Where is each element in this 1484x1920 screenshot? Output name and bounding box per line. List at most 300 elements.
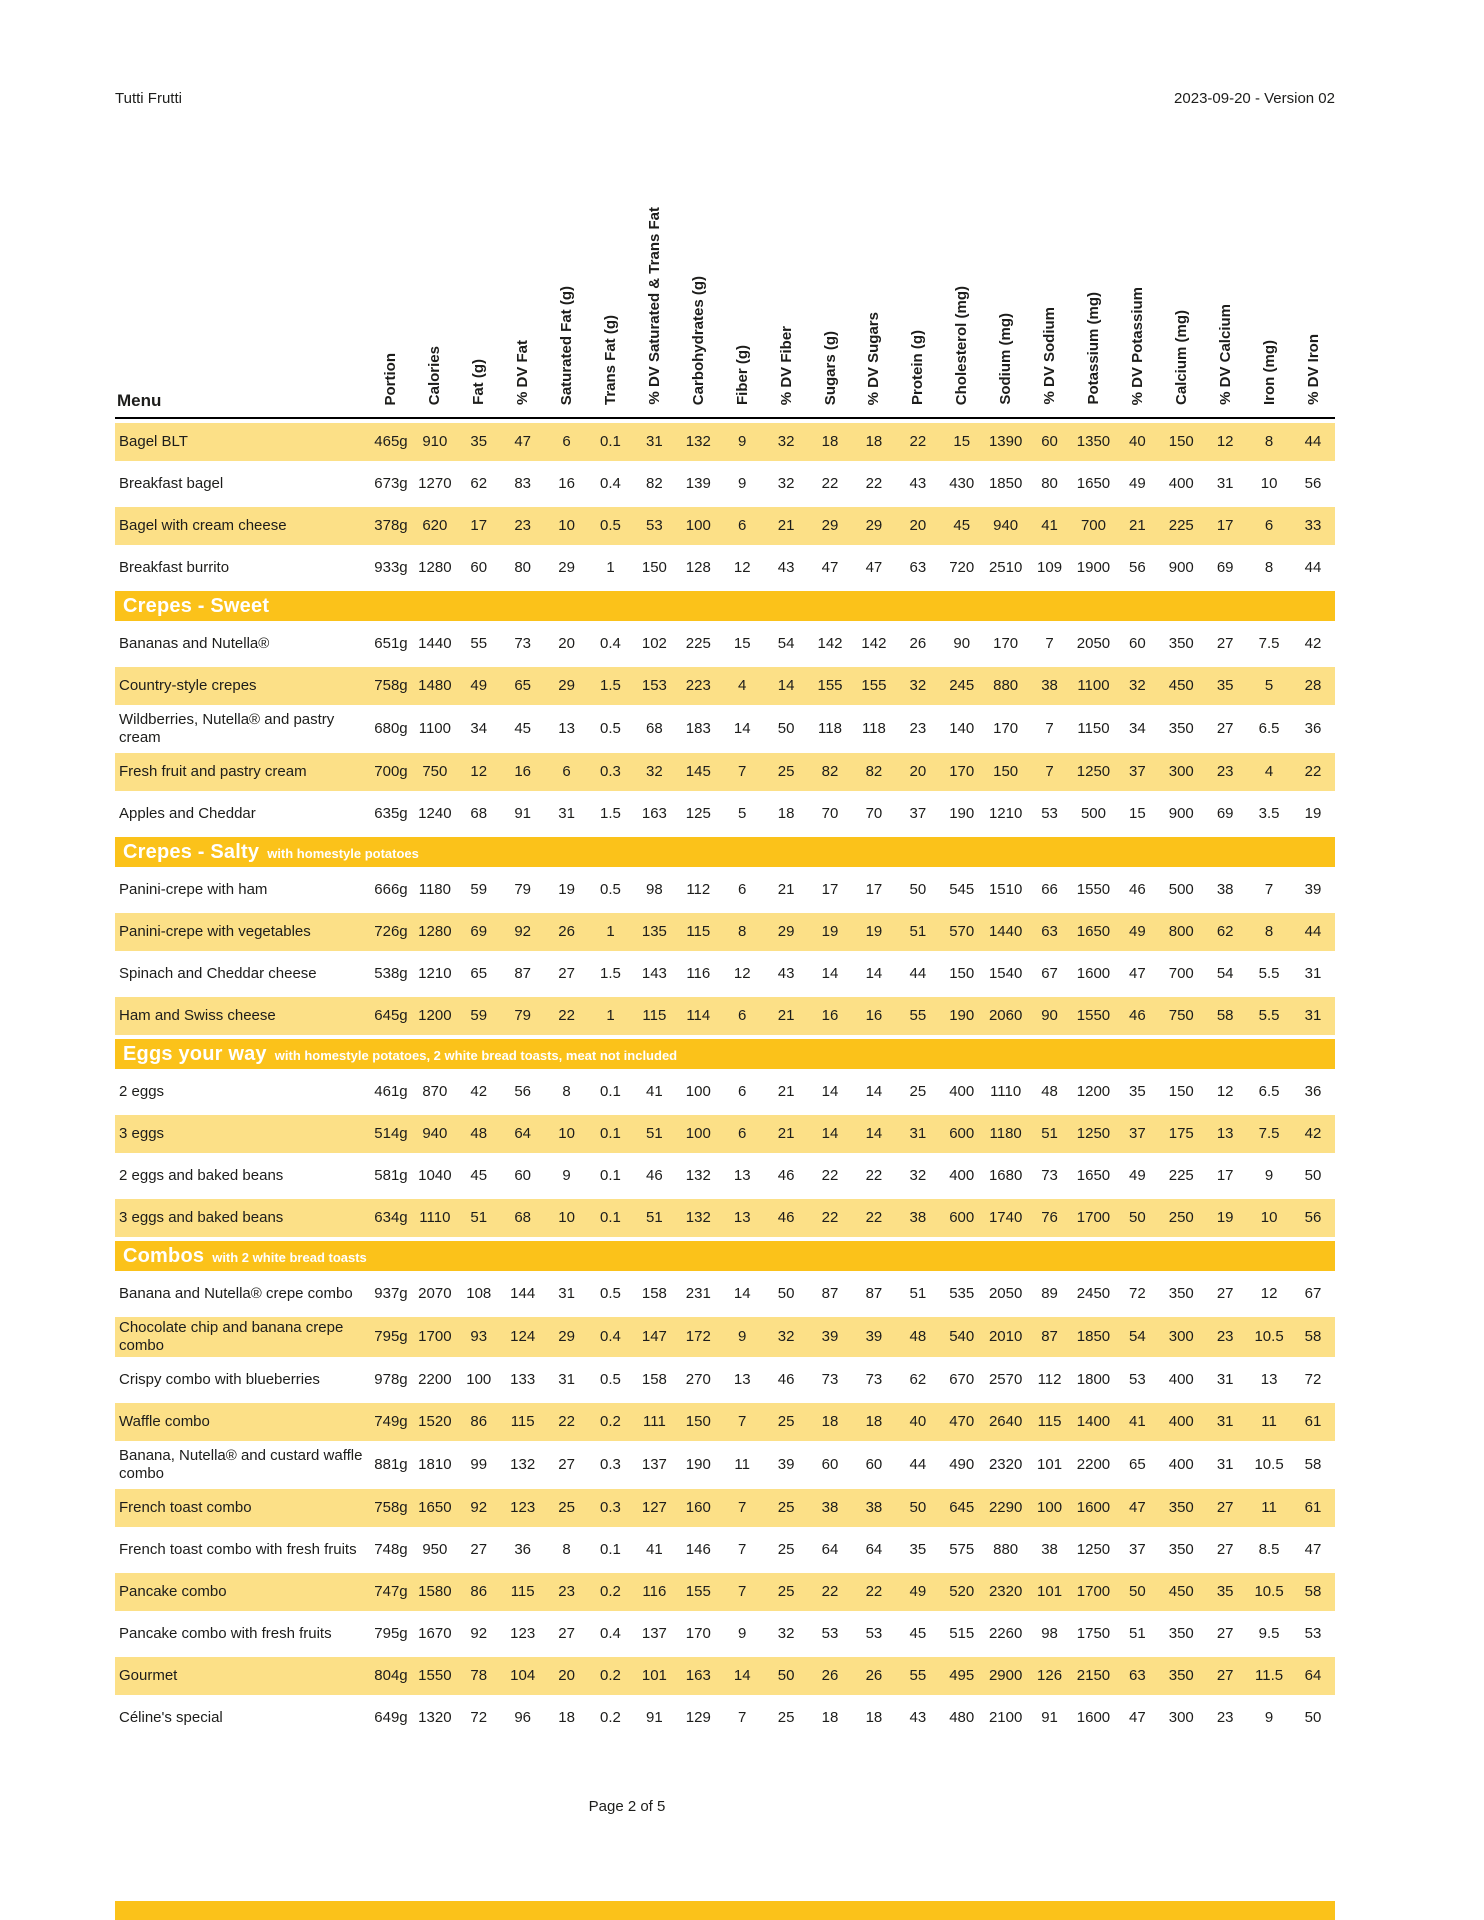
nutrition-value: 47 <box>501 423 545 461</box>
nutrition-value: 17 <box>865 881 883 898</box>
nutrition-value: 31 <box>1291 997 1335 1035</box>
nutrition-value: 5 <box>1247 667 1291 705</box>
nutrition-value: 18 <box>852 423 896 461</box>
nutrition-value: 31 <box>1203 1403 1247 1441</box>
nutrition-value: 978g <box>374 1371 408 1388</box>
nutrition-value: 80 <box>1041 475 1058 492</box>
nutrition-value: 45 <box>470 1167 488 1184</box>
section-header-cell <box>115 1039 1335 1069</box>
nutrition-value: 38 <box>1028 667 1072 705</box>
menu-item-name: Céline's special <box>119 1709 223 1726</box>
column-header-label: Sodium (mg) <box>997 313 1015 405</box>
nutrition-value: 51 <box>1129 1625 1146 1642</box>
nutrition-value: 143 <box>641 965 667 982</box>
nutrition-value: 600 <box>940 1199 984 1237</box>
nutrition-value: 150 <box>1159 423 1203 461</box>
nutrition-value: 1700 <box>413 1317 457 1357</box>
column-header <box>764 144 808 419</box>
nutrition-value: 51 <box>896 913 940 951</box>
nutrition-value: 61 <box>1291 1403 1335 1441</box>
nutrition-value: 350 <box>1168 720 1194 737</box>
nutrition-value: 2050 <box>988 1285 1023 1302</box>
nutrition-value: 58 <box>1291 1573 1335 1611</box>
nutrition-value: 6.5 <box>1258 1083 1280 1100</box>
table-row <box>115 549 1335 587</box>
nutrition-value: 39 <box>852 1317 896 1357</box>
nutrition-value: 1320 <box>418 1709 452 1726</box>
nutrition-value: 23 <box>909 720 927 737</box>
nutrition-value: 6 <box>1247 507 1291 545</box>
nutrition-value: 1270 <box>418 475 452 492</box>
nutrition-value: 144 <box>510 1285 536 1302</box>
nutrition-value: 0.3 <box>589 1489 633 1527</box>
nutrition-value: 49 <box>1115 913 1159 951</box>
nutrition-value: 65 <box>470 965 488 982</box>
nutrition-value: 45 <box>909 1625 927 1642</box>
nutrition-value: 10 <box>545 1199 589 1237</box>
nutrition-value: 4 <box>1247 753 1291 791</box>
table-row <box>115 753 1335 791</box>
nutrition-value: 63 <box>909 559 927 576</box>
nutrition-value: 50 <box>777 720 795 737</box>
nutrition-value: 490 <box>949 1456 975 1473</box>
nutrition-value: 0.1 <box>600 1541 621 1558</box>
nutrition-value: 1.5 <box>589 667 633 705</box>
nutrition-value: 1040 <box>418 1167 452 1184</box>
nutrition-value: 40 <box>896 1403 940 1441</box>
nutrition-value: 37 <box>1115 1115 1159 1153</box>
nutrition-value: 1480 <box>413 667 457 705</box>
nutrition-value: 47 <box>1304 1541 1322 1558</box>
menu-item-name: 2 eggs <box>119 1083 165 1100</box>
nutrition-value: 155 <box>676 1573 720 1611</box>
nutrition-value: 9 <box>720 423 764 461</box>
nutrition-value: 43 <box>777 559 795 576</box>
nutrition-value: 1520 <box>413 1403 457 1441</box>
nutrition-value: 68 <box>501 1199 545 1237</box>
nutrition-value: 17 <box>821 881 839 898</box>
column-header <box>632 144 676 419</box>
nutrition-value: 22 <box>808 1573 852 1611</box>
nutrition-value: 63 <box>1115 1657 1159 1695</box>
nutrition-value: 495 <box>940 1657 984 1695</box>
nutrition-value: 68 <box>470 805 488 822</box>
nutrition-value: 66 <box>1041 881 1058 898</box>
nutrition-value: 61 <box>1291 1489 1335 1527</box>
nutrition-value: 21 <box>777 1083 795 1100</box>
nutrition-value: 6.5 <box>1258 720 1280 737</box>
nutrition-value: 937g <box>374 1285 408 1302</box>
nutrition-value: 7 <box>738 1709 747 1726</box>
nutrition-value: 31 <box>1216 1456 1234 1473</box>
nutrition-value: 62 <box>909 1371 927 1388</box>
nutrition-value: 82 <box>808 753 852 791</box>
nutrition-value: 26 <box>852 1657 896 1695</box>
nutrition-value: 535 <box>949 1285 975 1302</box>
nutrition-value: 49 <box>457 667 501 705</box>
menu-item-name: Bagel with cream cheese <box>115 507 369 545</box>
column-header <box>720 144 764 419</box>
section-title: Combos <box>123 1245 205 1267</box>
nutrition-value: 750 <box>413 753 457 791</box>
nutrition-value: 350 <box>1159 1489 1203 1527</box>
nutrition-value: 58 <box>1304 1456 1322 1473</box>
nutrition-value: 50 <box>1304 1167 1322 1184</box>
nutrition-value: 70 <box>821 805 839 822</box>
nutrition-value: 7.5 <box>1247 1115 1291 1153</box>
nutrition-value: 350 <box>1168 635 1194 652</box>
nutrition-value: 2900 <box>984 1657 1028 1695</box>
nutrition-value: 0.5 <box>600 1371 621 1388</box>
nutrition-value: 26 <box>808 1657 852 1695</box>
nutrition-value: 114 <box>676 997 720 1035</box>
nutrition-value: 36 <box>1304 720 1322 737</box>
nutrition-value: 9 <box>1264 1167 1274 1184</box>
nutrition-value: 795g <box>374 1625 408 1642</box>
nutrition-value: 14 <box>764 667 808 705</box>
nutrition-value: 880 <box>993 1541 1019 1558</box>
nutrition-value: 155 <box>808 667 852 705</box>
nutrition-value: 92 <box>457 1489 501 1527</box>
nutrition-value: 115 <box>676 913 720 951</box>
nutrition-value: 89 <box>1041 1285 1058 1302</box>
nutrition-value: 1100 <box>1072 667 1116 705</box>
nutrition-value: 2260 <box>988 1625 1023 1642</box>
nutrition-value: 42 <box>1291 1115 1335 1153</box>
nutrition-value: 47 <box>1115 1489 1159 1527</box>
nutrition-value: 1180 <box>984 1115 1028 1153</box>
nutrition-value: 108 <box>466 1285 492 1302</box>
nutrition-value: 1740 <box>984 1199 1028 1237</box>
nutrition-value: 37 <box>909 805 927 822</box>
nutrition-value: 1400 <box>1072 1403 1116 1441</box>
nutrition-value: 150 <box>984 753 1028 791</box>
nutrition-value: 9 <box>738 475 747 492</box>
nutrition-value: 49 <box>1129 475 1146 492</box>
nutrition-value: 73 <box>865 1371 883 1388</box>
nutrition-value: 19 <box>852 913 896 951</box>
nutrition-value: 58 <box>1291 1317 1335 1357</box>
nutrition-value: 46 <box>777 1167 795 1184</box>
table-row <box>115 1157 1335 1195</box>
nutrition-value: 27 <box>1203 1489 1247 1527</box>
nutrition-value: 350 <box>1168 1541 1194 1558</box>
nutrition-value: 0.2 <box>589 1657 633 1695</box>
nutrition-value: 69 <box>457 913 501 951</box>
nutrition-value: 758g <box>369 667 413 705</box>
table-row <box>115 1199 1335 1237</box>
nutrition-value: 1250 <box>1072 753 1116 791</box>
nutrition-value: 44 <box>909 965 927 982</box>
nutrition-value: 109 <box>1037 559 1063 576</box>
nutrition-value: 10.5 <box>1247 1573 1291 1611</box>
nutrition-value: 91 <box>1041 1709 1058 1726</box>
nutrition-value: 100 <box>466 1371 492 1388</box>
nutrition-value: 1.5 <box>600 965 621 982</box>
nutrition-value: 10.5 <box>1247 1317 1291 1357</box>
nutrition-value: 43 <box>909 475 927 492</box>
nutrition-value: 127 <box>632 1489 676 1527</box>
nutrition-value: 649g <box>374 1709 408 1726</box>
nutrition-value: 6 <box>738 1083 747 1100</box>
nutrition-value: 350 <box>1168 1625 1194 1642</box>
nutrition-value: 749g <box>369 1403 413 1441</box>
table-row <box>115 1615 1335 1653</box>
nutrition-value: 2060 <box>984 997 1028 1035</box>
nutrition-value: 190 <box>949 805 975 822</box>
section-header-row <box>115 591 1335 621</box>
nutrition-value: 56 <box>1129 559 1146 576</box>
nutrition-value: 10 <box>1260 475 1278 492</box>
nutrition-value: 670 <box>949 1371 975 1388</box>
nutrition-value: 13 <box>720 1199 764 1237</box>
nutrition-value: 22 <box>865 1167 883 1184</box>
nutrition-value: 750 <box>1159 997 1203 1035</box>
nutrition-value: 137 <box>641 1456 667 1473</box>
nutrition-value: 1680 <box>988 1167 1023 1184</box>
nutrition-value: 16 <box>501 753 545 791</box>
nutrition-value: 17 <box>1203 507 1247 545</box>
nutrition-value: 43 <box>909 1709 927 1726</box>
nutrition-value: 2570 <box>988 1371 1023 1388</box>
nutrition-value: 56 <box>1304 475 1322 492</box>
nutrition-value: 2640 <box>984 1403 1028 1441</box>
nutrition-value: 1600 <box>1076 965 1111 982</box>
nutrition-value: 14 <box>821 965 839 982</box>
nutrition-value: 41 <box>646 1541 663 1558</box>
nutrition-value: 115 <box>501 1573 545 1611</box>
nutrition-value: 480 <box>949 1709 975 1726</box>
nutrition-value: 53 <box>821 1625 839 1642</box>
nutrition-value: 56 <box>1291 1199 1335 1237</box>
nutrition-value: 7.5 <box>1258 635 1280 652</box>
nutrition-value: 2050 <box>1076 635 1111 652</box>
nutrition-value: 7 <box>720 753 764 791</box>
nutrition-value: 25 <box>764 1403 808 1441</box>
nutrition-value: 620 <box>413 507 457 545</box>
nutrition-value: 400 <box>1168 1371 1194 1388</box>
nutrition-value: 940 <box>984 507 1028 545</box>
nutrition-value: 21 <box>764 1115 808 1153</box>
nutrition-value: 53 <box>865 1625 883 1642</box>
nutrition-value: 44 <box>1291 423 1335 461</box>
nutrition-value: 5.5 <box>1258 965 1280 982</box>
nutrition-value: 46 <box>1129 881 1146 898</box>
nutrition-value: 51 <box>1028 1115 1072 1153</box>
nutrition-value: 48 <box>1041 1083 1058 1100</box>
nutrition-value: 1670 <box>418 1625 452 1642</box>
nutrition-value: 31 <box>1216 1371 1234 1388</box>
nutrition-value: 101 <box>632 1657 676 1695</box>
nutrition-value: 25 <box>545 1489 589 1527</box>
nutrition-value: 112 <box>1037 1371 1062 1388</box>
nutrition-value: 13 <box>733 1167 751 1184</box>
nutrition-value: 18 <box>852 1403 896 1441</box>
table-header <box>115 144 1335 419</box>
nutrition-value: 22 <box>821 475 839 492</box>
nutrition-value: 23 <box>545 1573 589 1611</box>
section-title: Crepes - Salty <box>123 841 260 863</box>
table-row <box>115 795 1335 833</box>
nutrition-value: 35 <box>457 423 501 461</box>
menu-item-name: Waffle combo <box>115 1403 369 1441</box>
column-header-label: Sugars (g) <box>821 330 839 405</box>
nutrition-value: 67 <box>1304 1285 1322 1302</box>
nutrition-value: 21 <box>1115 507 1159 545</box>
nutrition-value: 1150 <box>1077 720 1110 737</box>
nutrition-value: 31 <box>1216 475 1234 492</box>
nutrition-value: 72 <box>470 1709 488 1726</box>
nutrition-value: 2510 <box>988 559 1023 576</box>
nutrition-value: 132 <box>676 423 720 461</box>
nutrition-value: 170 <box>993 720 1019 737</box>
nutrition-value: 575 <box>949 1541 975 1558</box>
nutrition-value: 14 <box>808 1115 852 1153</box>
nutrition-value: 758g <box>369 1489 413 1527</box>
nutrition-value: 1650 <box>1076 475 1111 492</box>
nutrition-value: 1800 <box>1076 1371 1111 1388</box>
nutrition-value: 22 <box>821 1167 839 1184</box>
nutrition-value: 32 <box>1115 667 1159 705</box>
nutrition-value: 42 <box>470 1083 488 1100</box>
nutrition-value: 132 <box>685 1167 711 1184</box>
nutrition-value: 153 <box>632 667 676 705</box>
nutrition-value: 100 <box>676 507 720 545</box>
column-header <box>1159 144 1203 419</box>
nutrition-value: 1280 <box>418 559 452 576</box>
nutrition-value: 1810 <box>418 1456 452 1473</box>
nutrition-value: 63 <box>1028 913 1072 951</box>
nutrition-value: 0.1 <box>589 1115 633 1153</box>
nutrition-value: 27 <box>1216 1285 1234 1302</box>
nutrition-value: 378g <box>369 507 413 545</box>
menu-item-name: Gourmet <box>115 1657 369 1695</box>
nutrition-value: 0.1 <box>589 423 633 461</box>
nutrition-value: 515 <box>949 1625 975 1642</box>
menu-item-name: Banana and Nutella® crepe combo <box>119 1285 353 1302</box>
table-row <box>115 1317 1335 1357</box>
column-header-label: Saturated Fat (g) <box>558 285 576 405</box>
nutrition-value: 3.5 <box>1258 805 1280 822</box>
nutrition-value: 400 <box>949 1167 975 1184</box>
column-header-label: Potassium (mg) <box>1084 292 1102 405</box>
menu-item-name: Fresh fruit and pastry cream <box>115 753 369 791</box>
table-row <box>115 1275 1335 1313</box>
nutrition-value: 8 <box>1264 559 1274 576</box>
table-row <box>115 507 1335 545</box>
nutrition-value: 32 <box>777 1625 795 1642</box>
column-header-label: % DV Potassium <box>1128 286 1146 405</box>
nutrition-value: 1250 <box>1076 1541 1111 1558</box>
nutrition-value: 32 <box>896 667 940 705</box>
nutrition-value: 116 <box>632 1573 676 1611</box>
nutrition-value: 98 <box>646 881 663 898</box>
menu-item-name: Bananas and Nutella® <box>119 635 270 652</box>
nutrition-value: 31 <box>558 1285 575 1302</box>
nutrition-value: 514g <box>369 1115 413 1153</box>
column-header <box>545 144 589 419</box>
menu-item-name: Chocolate chip and banana crepe combo <box>115 1317 369 1357</box>
nutrition-value: 1390 <box>984 423 1028 461</box>
menu-item-name: Banana, Nutella® and custard waffle combo <box>119 1447 363 1482</box>
nutrition-value: 82 <box>646 475 663 492</box>
nutrition-value: 26 <box>909 635 927 652</box>
nutrition-value: 0.5 <box>589 507 633 545</box>
nutrition-value: 1440 <box>984 913 1028 951</box>
nutrition-value: 150 <box>1168 1083 1194 1100</box>
nutrition-value: 90 <box>953 635 971 652</box>
nutrition-value: 31 <box>632 423 676 461</box>
nutrition-value: 135 <box>632 913 676 951</box>
nutrition-value: 87 <box>514 965 532 982</box>
nutrition-value: 48 <box>457 1115 501 1153</box>
section-title: Eggs your way <box>123 1043 267 1065</box>
nutrition-value: 933g <box>374 559 408 576</box>
nutrition-value: 183 <box>685 720 711 737</box>
nutrition-value: 64 <box>501 1115 545 1153</box>
nutrition-value: 450 <box>1159 1573 1203 1611</box>
nutrition-value: 1 <box>589 997 633 1035</box>
nutrition-value: 7 <box>1045 720 1054 737</box>
table-row <box>115 1403 1335 1441</box>
nutrition-value: 25 <box>909 1083 927 1100</box>
nutrition-value: 13 <box>733 1371 751 1388</box>
nutrition-value: 44 <box>1291 913 1335 951</box>
nutrition-value: 645 <box>940 1489 984 1527</box>
menu-item-name: 2 eggs and baked beans <box>119 1167 284 1184</box>
nutrition-value: 27 <box>1216 1541 1234 1558</box>
column-header <box>940 144 984 419</box>
menu-item-name: Panini-crepe with vegetables <box>115 913 369 951</box>
menu-item-name: Apples and Cheddar <box>119 805 256 822</box>
nutrition-value: 86 <box>457 1573 501 1611</box>
nutrition-value: 300 <box>1159 753 1203 791</box>
table-row <box>115 1445 1335 1485</box>
nutrition-value: 1550 <box>1076 881 1111 898</box>
nutrition-value: 12 <box>733 559 751 576</box>
nutrition-value: 55 <box>470 635 488 652</box>
nutrition-value: 100 <box>685 1083 711 1100</box>
nutrition-value: 2070 <box>418 1285 452 1302</box>
nutrition-value: 104 <box>501 1657 545 1695</box>
nutrition-value: 1250 <box>1072 1115 1116 1153</box>
nutrition-value: 1580 <box>413 1573 457 1611</box>
nutrition-value: 465g <box>369 423 413 461</box>
nutrition-value: 940 <box>413 1115 457 1153</box>
nutrition-value: 2150 <box>1072 1657 1116 1695</box>
nutrition-value: 1540 <box>988 965 1023 982</box>
nutrition-value: 0.4 <box>600 635 621 652</box>
nutrition-value: 50 <box>1115 1573 1159 1611</box>
nutrition-value: 53 <box>632 507 676 545</box>
nutrition-value: 58 <box>1203 997 1247 1035</box>
page-number: Page 2 of 5 <box>588 1798 666 1815</box>
nutrition-value: 700g <box>369 753 413 791</box>
nutrition-value: 400 <box>1159 1403 1203 1441</box>
nutrition-value: 8 <box>720 913 764 951</box>
column-header <box>676 144 720 419</box>
nutrition-value: 70 <box>865 805 883 822</box>
nutrition-value: 747g <box>369 1573 413 1611</box>
nutrition-value: 139 <box>685 475 711 492</box>
column-header-label: % DV Saturated & Trans Fat <box>645 207 663 405</box>
nutrition-value: 795g <box>369 1317 413 1357</box>
nutrition-value: 540 <box>940 1317 984 1357</box>
nutrition-value: 20 <box>896 753 940 791</box>
nutrition-value: 76 <box>1028 1199 1072 1237</box>
nutrition-value: 45 <box>514 720 532 737</box>
nutrition-value: 350 <box>1159 1657 1203 1695</box>
